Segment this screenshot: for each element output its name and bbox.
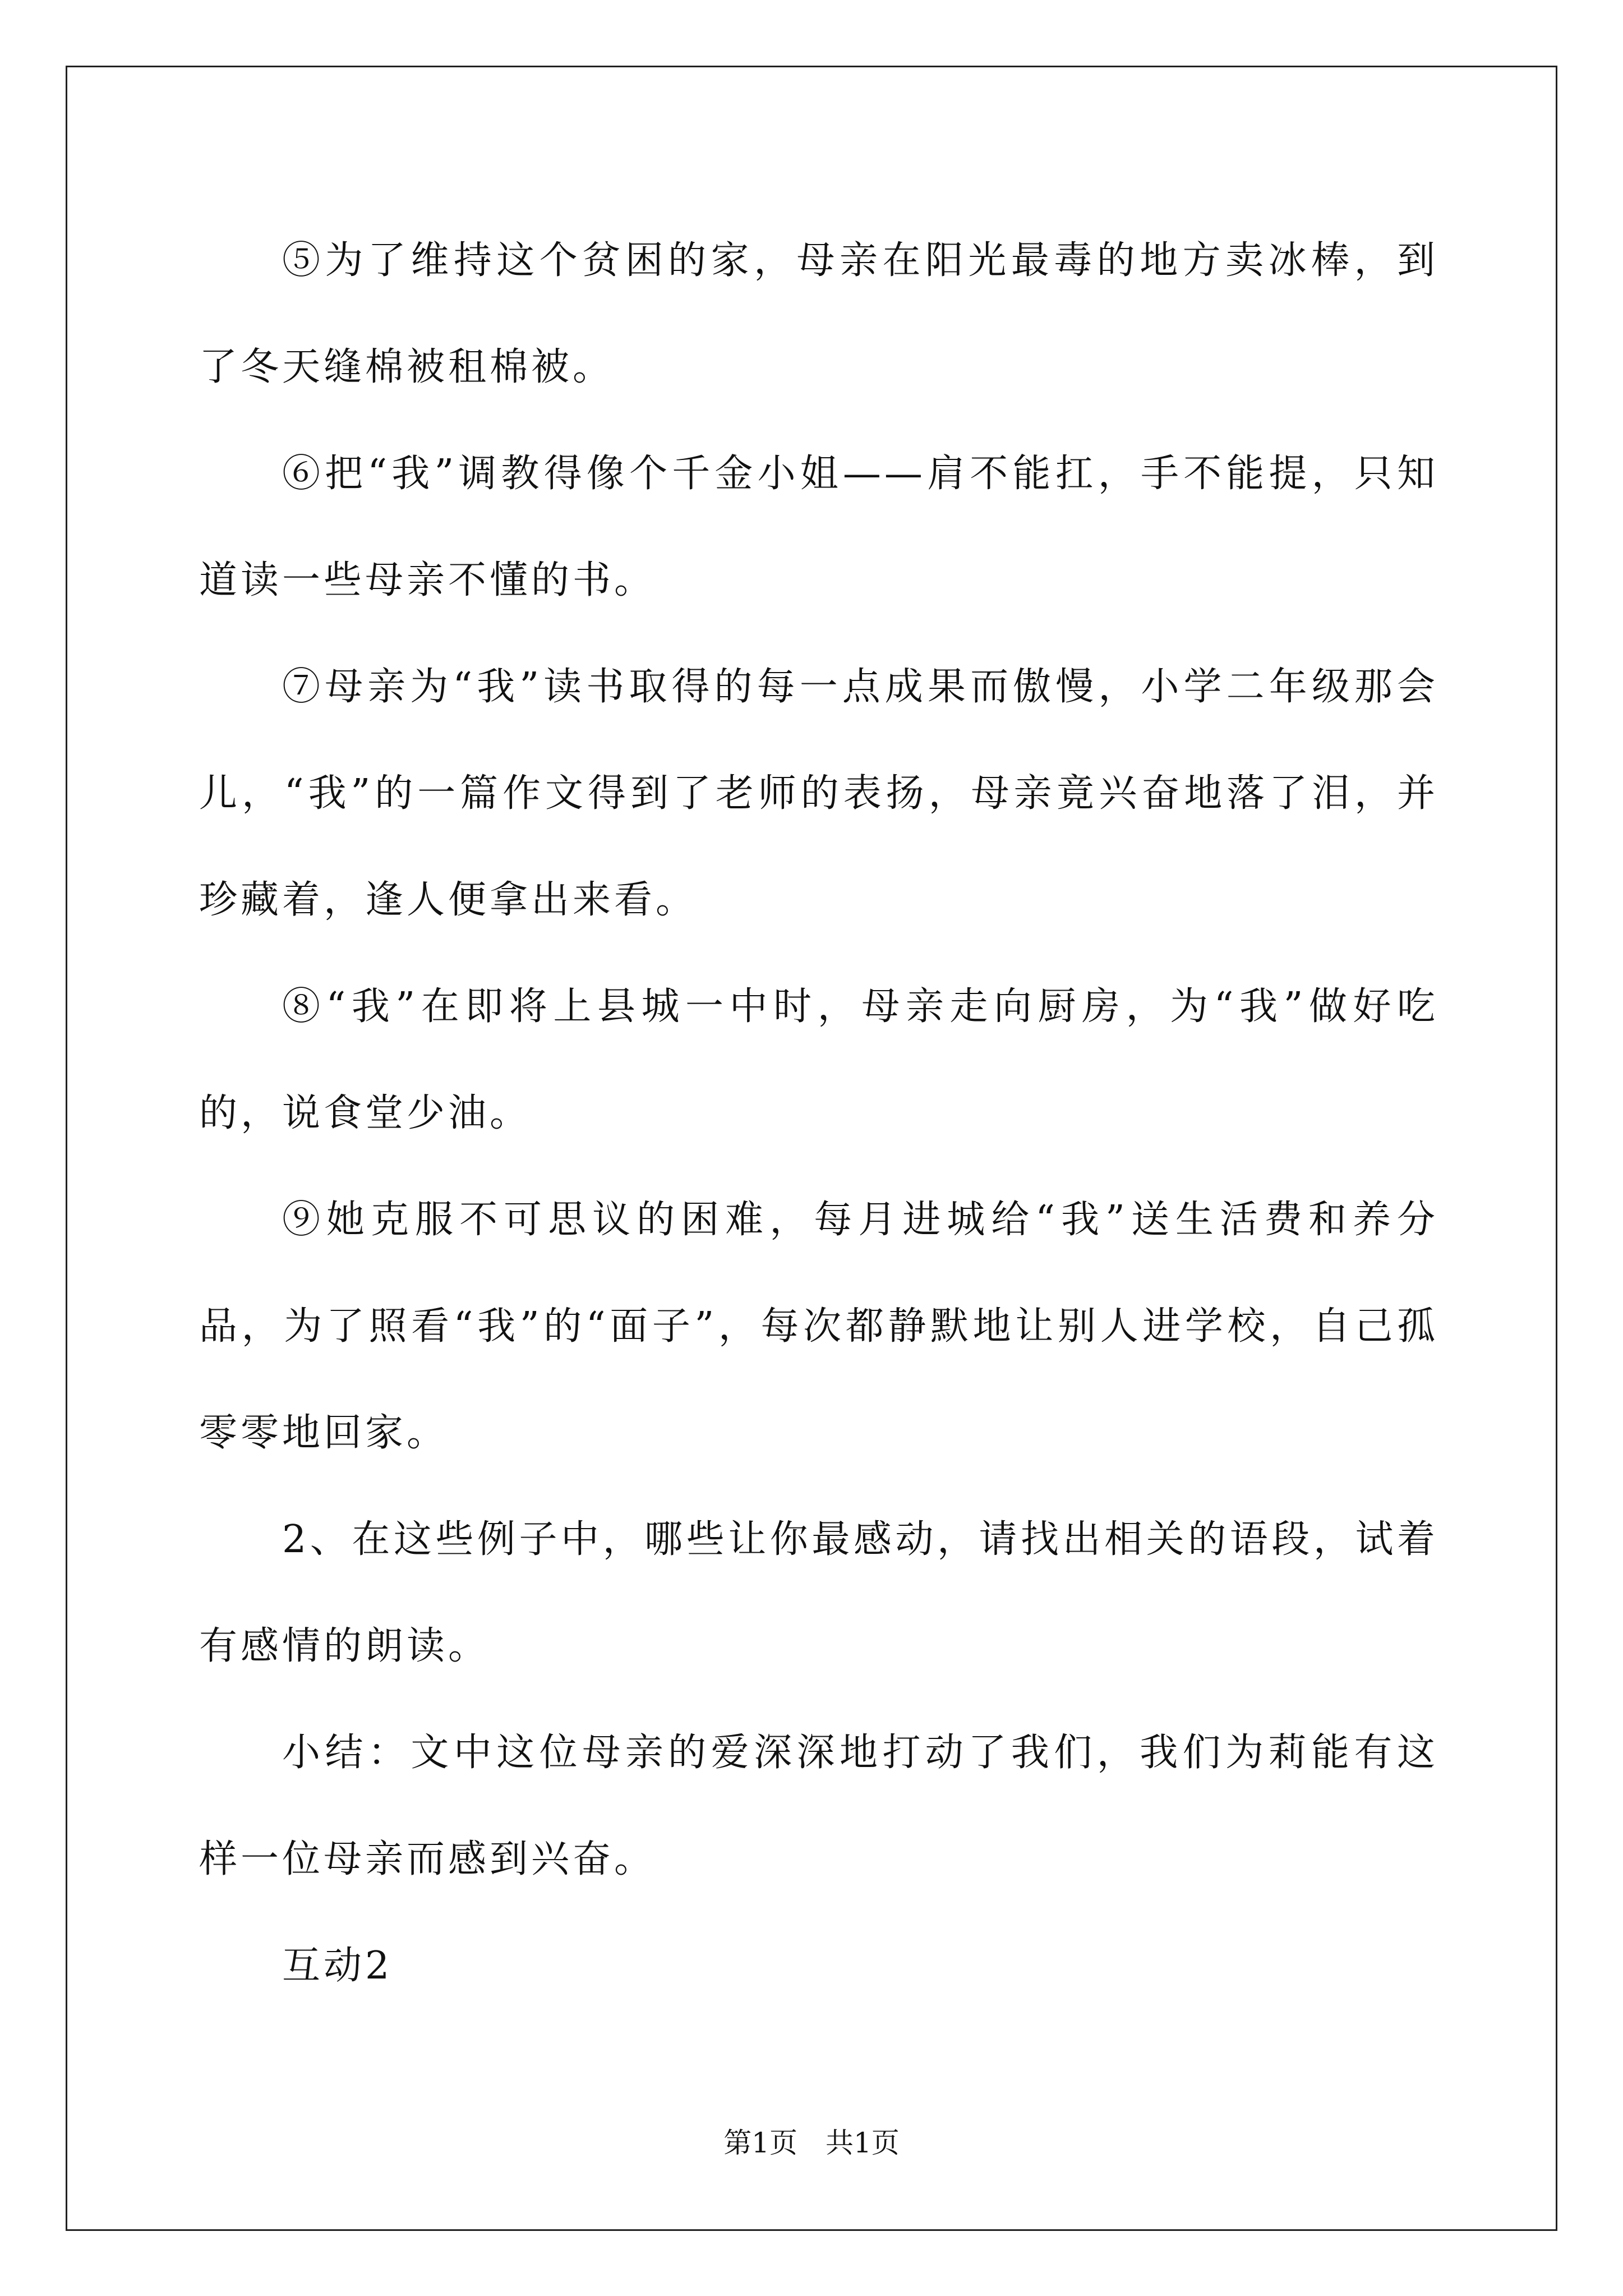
paragraph-6: ⑥把“我”调教得像个千金小姐——肩不能扛，手不能提，只知道读一些母亲不懂的书。 <box>199 452 1438 602</box>
paragraph-8: ⑧“我”在即将上县城一中时，母亲走向厨房，为“我”做好吃的，说食堂少油。 <box>199 984 1438 1135</box>
paragraph-9: ⑨她克服不可思议的困难，每月进城给“我”送生活费和养分品，为了照看“我”的“面子”，每次都静默地让别人进学校，自己孤零零地回家。 <box>199 1198 1438 1455</box>
page-footer: 第1页 共1页 <box>723 2127 900 2159</box>
document-body <box>199 208 1438 2019</box>
question-2: 2、在这些例子中，哪些让你最感动，请找出相关的语段，试着有感情的朗读。 <box>199 1517 1438 1668</box>
paragraph-7: ⑦母亲为“我”读书取得的每一点成果而傲慢，小学二年级那会儿，“我”的一篇作文得到了老师的表扬，母亲竟兴奋地落了泪，并珍藏着，逢人便拿出来看。 <box>199 665 1438 922</box>
section-heading-interaction-2: 互动2 <box>282 1944 393 1988</box>
summary-paragraph: 小结：文中这位母亲的爱深深地打动了我们，我们为莉能有这样一位母亲而感到兴奋。 <box>199 1731 1438 1881</box>
paragraph-5: ⑤为了维持这个贫困的家，母亲在阳光最毒的地方卖冰棒，到了冬天缝棉被租棉被。 <box>199 238 1438 389</box>
